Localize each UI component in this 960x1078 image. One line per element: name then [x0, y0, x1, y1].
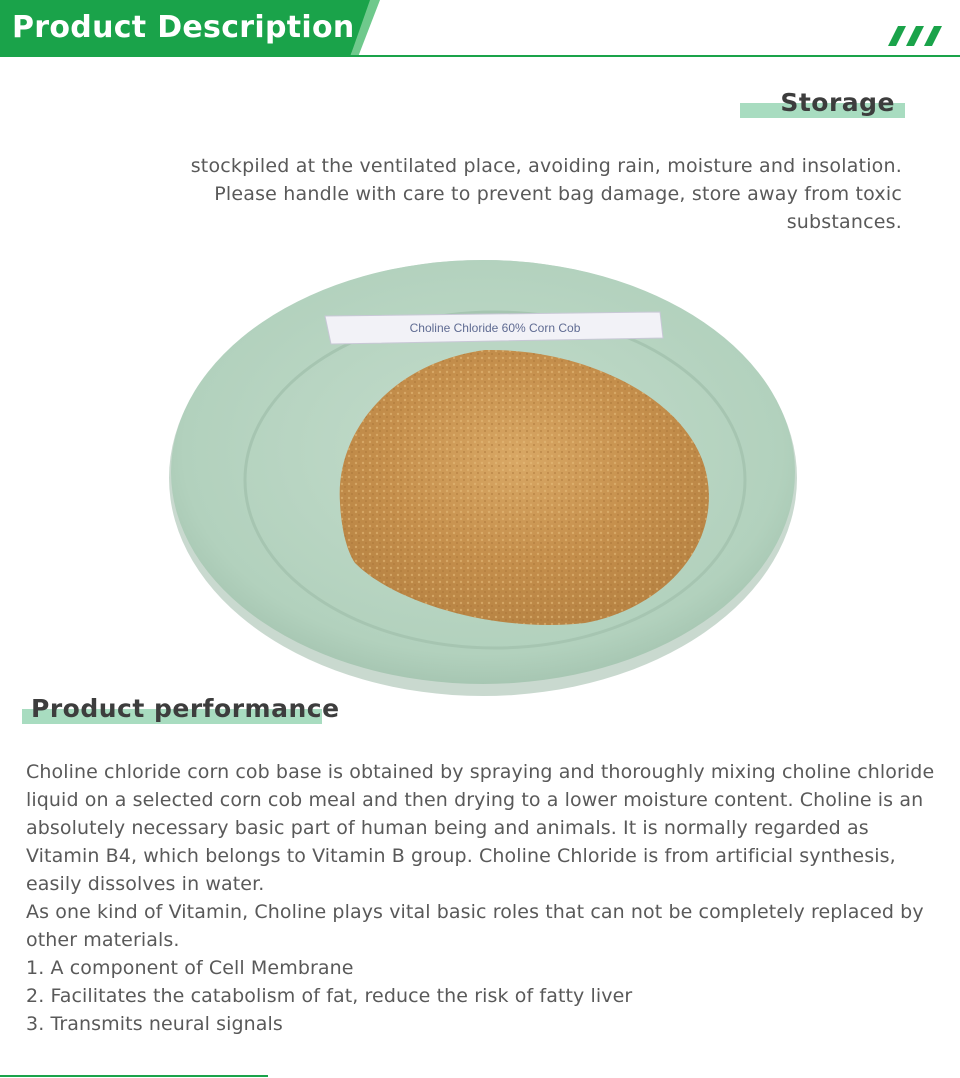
footer-divider [0, 1075, 268, 1077]
section-header [0, 0, 960, 58]
storage-description: stockpiled at the ventilated place, avoiding rain, moisture and insolation. Please handle with care to prevent bag damage, store away from toxic substances. [190, 155, 902, 233]
product-label-text: Choline Chloride 60% Corn Cob [409, 321, 581, 335]
storage-heading-text: Storage [780, 88, 895, 117]
performance-description [26, 758, 936, 1038]
page-title: Product Description [12, 10, 355, 45]
header-divider [0, 55, 960, 57]
performance-heading [22, 694, 340, 724]
product-photo [165, 258, 805, 703]
triple-slash-icon [888, 26, 948, 46]
storage-heading [740, 88, 905, 118]
performance-paragraph: As one kind of Vitamin, Choline plays vital basic roles that can not be completely replaced by other materials. [26, 901, 924, 951]
performance-paragraph: Choline chloride corn cob base is obtained by spraying and thoroughly mixing choline chloride liquid on a selected corn cob meal and then drying to a lower moisture content. Choline is an absolutely necessary basic part of human being and animals. It is normally regarded as Vitamin B4, which belongs to Vitamin B group. Choline Chloride is from artificial synthesis, easily dissolves in water. [26, 761, 935, 895]
list-item: 1. A component of Cell Membrane [26, 957, 354, 979]
product-label-strip [325, 312, 663, 344]
list-item: 2. Facilitates the catabolism of fat, reduce the risk of fatty liver [26, 985, 633, 1007]
performance-heading-text: Product performance [31, 694, 340, 723]
list-item: 3. Transmits neural signals [26, 1013, 283, 1035]
